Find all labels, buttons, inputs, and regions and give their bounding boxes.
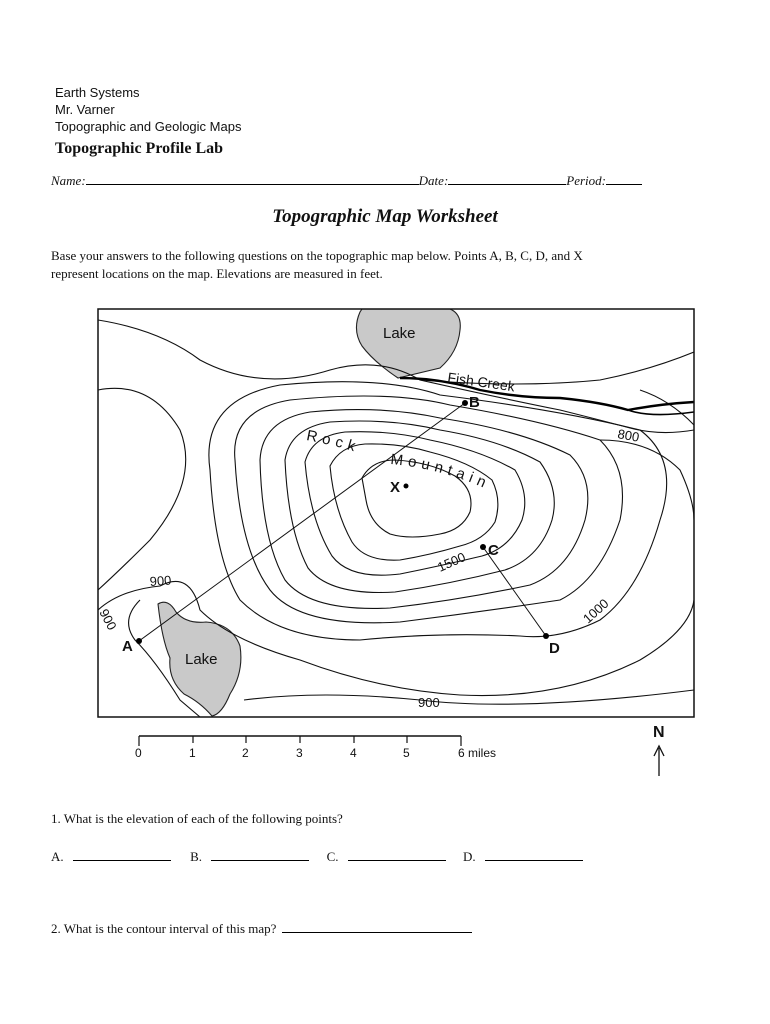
north-lake-label: Lake: [383, 325, 416, 342]
contour-line-east: [600, 440, 694, 520]
answer-c-label: C.: [326, 849, 339, 864]
point-x-label: X: [390, 479, 401, 496]
point-x-marker: [404, 484, 409, 489]
scale-label-2: 2: [242, 746, 249, 760]
answer-d-label: D.: [462, 849, 476, 864]
lab-title: Topographic Profile Lab: [55, 140, 224, 157]
contour-label-800: 800: [616, 426, 641, 445]
point-b-marker: [462, 400, 468, 406]
answer-a-label: A.: [51, 849, 64, 864]
answer-d-blank[interactable]: [485, 848, 583, 861]
point-d-marker: [543, 633, 549, 639]
contour-label-900-c: 900: [418, 695, 440, 710]
teacher-name: Mr. Varner: [55, 102, 115, 117]
north-arrow-icon: [654, 746, 664, 776]
intro-line-1: Base your answers to the following questions on the topographic map below. Points A, B, C, D, and X: [51, 248, 583, 263]
south-lake-label: Lake: [185, 651, 218, 668]
scale-label-1: 1: [189, 746, 196, 760]
question-2-row: [51, 920, 472, 937]
contour-label-1000: 1000: [579, 595, 612, 627]
contour-label-1500: 1500: [435, 549, 468, 575]
contour-label-900-a: 900: [149, 572, 172, 589]
point-d-label: D: [549, 640, 560, 657]
worksheet-title: Topographic Map Worksheet: [272, 206, 498, 227]
point-a-label: A: [122, 638, 133, 655]
scale-label-3: 3: [296, 746, 303, 760]
point-c-marker: [480, 544, 486, 550]
mountain-label-rock-path: Rock: [305, 427, 363, 457]
scale-label-0: 0: [135, 746, 142, 760]
fish-creek-label: Fish Creek: [446, 369, 516, 395]
question-1-answers: [51, 848, 583, 865]
question-2: 2. What is the contour interval of this map?: [51, 921, 277, 936]
profile-line-c-d: [483, 547, 546, 636]
scale-label-6: 6 miles: [458, 746, 497, 760]
north-lake: [356, 309, 460, 378]
point-c-label: C: [488, 542, 499, 559]
unit-name: Topographic and Geologic Maps: [55, 119, 242, 134]
period-label: Period:: [566, 173, 606, 188]
name-label: Name:: [51, 173, 86, 188]
answer-2-blank[interactable]: [282, 920, 472, 933]
scale-label-4: 4: [350, 746, 357, 760]
scale-label-5: 5: [403, 746, 410, 760]
answer-a-blank[interactable]: [73, 848, 171, 861]
date-label: Date:: [418, 173, 449, 188]
question-1: 1. What is the elevation of each of the following points?: [51, 811, 343, 826]
north-arrow-label: N: [653, 724, 665, 741]
point-b-label: B: [469, 394, 480, 411]
point-a-marker: [136, 638, 142, 644]
fish-creek-branch: [628, 410, 694, 415]
contour-line-outer-4: [244, 690, 694, 704]
answer-c-blank[interactable]: [348, 848, 446, 861]
contour-label-900-b: 900: [96, 606, 120, 633]
intro-line-2: represent locations on the map. Elevations are measured in feet.: [51, 266, 383, 281]
course-name: Earth Systems: [55, 85, 140, 100]
answer-b-blank[interactable]: [211, 848, 309, 861]
answer-b-label: B.: [190, 849, 203, 864]
mountain-label-mountain-path: Mountain: [389, 450, 494, 494]
contour-line-outer-2: [98, 388, 186, 590]
scale-bar-ticks: [139, 736, 461, 746]
